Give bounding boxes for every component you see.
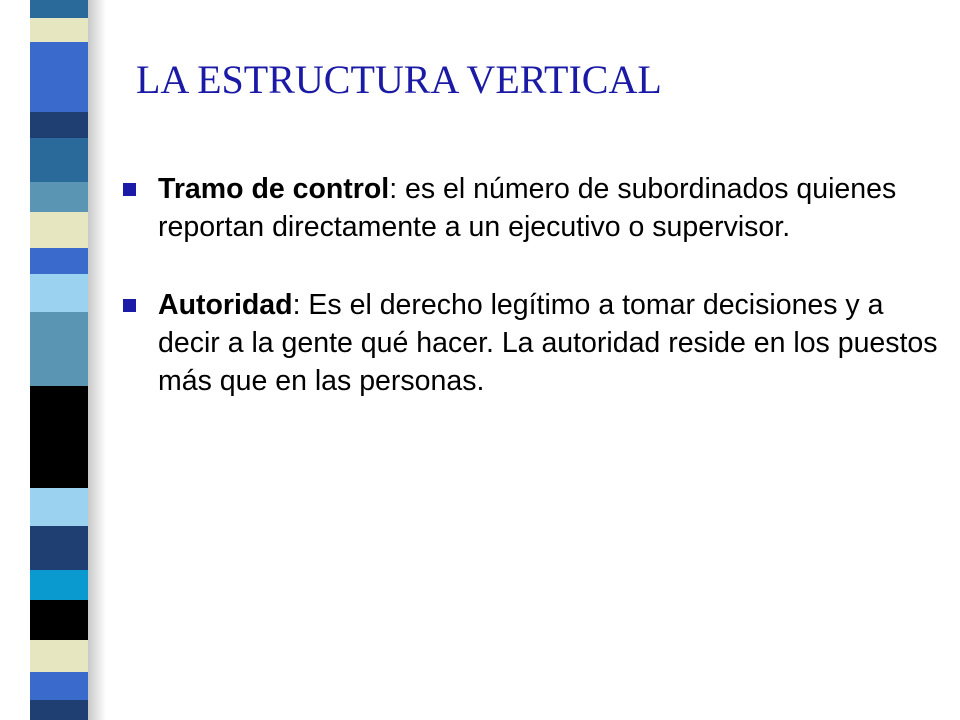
bullet-term: Tramo de control — [158, 173, 390, 205]
decorative-color-strip — [30, 0, 88, 720]
bullet-list — [120, 170, 940, 440]
bullet-text: : Es el derecho legítimo a tomar decisiones y a decir a la gente qué hacer. La autoridad reside en los puestos más que en las personas. — [158, 289, 938, 397]
strip-block — [30, 0, 88, 18]
strip-block — [30, 72, 88, 112]
strip-block — [30, 274, 88, 312]
strip-block — [30, 248, 88, 274]
slide-title: LA ESTRUCTURA VERTICAL — [136, 57, 662, 102]
bullet-item-autoridad — [120, 286, 940, 400]
bullet-text: : es el número de subordinados quienes reportan directamente a un ejecutivo o supervisor. — [158, 173, 897, 243]
strip-block — [30, 442, 88, 488]
strip-block — [30, 488, 88, 526]
bullet-term: Autoridad — [158, 289, 293, 321]
strip-block — [30, 352, 88, 386]
square-bullet-icon — [123, 183, 136, 196]
strip-block — [30, 18, 88, 42]
strip-block — [30, 112, 88, 138]
strip-block — [30, 526, 88, 570]
bullet-item-tramo-de-control — [120, 170, 940, 246]
strip-block — [30, 312, 88, 352]
square-bullet-icon — [123, 299, 136, 312]
strip-block — [30, 138, 88, 182]
strip-block — [30, 640, 88, 672]
strip-block — [30, 600, 88, 640]
strip-shadow — [88, 0, 106, 720]
strip-block — [30, 386, 88, 442]
strip-block — [30, 672, 88, 700]
strip-block — [30, 42, 88, 72]
strip-block — [30, 700, 88, 720]
strip-block — [30, 212, 88, 248]
strip-block — [30, 182, 88, 212]
strip-block — [30, 570, 88, 600]
